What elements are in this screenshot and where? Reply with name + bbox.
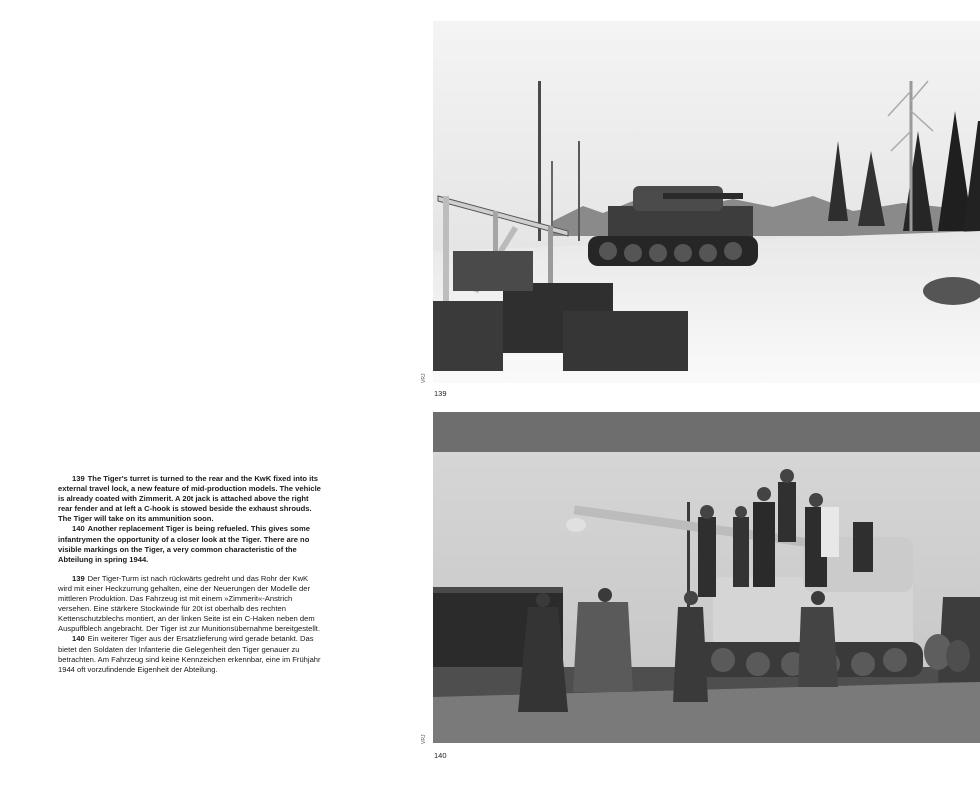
caption-text: Der Tiger-Turm ist nach rückwärts gedreht und das Rohr der KwK wird mit einer Heckzurrung gehalten, eine der Neuerungen der Modelle der mittleren Produktion. Das Fahrzeug ist mit einem »Zimmerit«-Anstrich versehen. Eine stärkere Stockwinde für 20t ist oberhalb des rechten Kettenschutzblechs montiert, an der linken Seite ist ein C-Haken neben dem Auspuffblech angebracht. Der Tiger ist zur Munitionsübernahme bereitgestellt. — [58, 573, 320, 634]
photo-140-image — [433, 412, 980, 743]
caption-text: Ein weiterer Tiger aus der Ersatzlieferung wird gerade betankt. Das bietet den Soldaten der Infanterie die Gelegenheit den Tiger genauer zu betrachten. Am Fahrzeug sind keine Kennzeichen erkennbar, eine im Frühjahr 1944 oft vorzufindende Eigenheit der Abteilung. — [58, 634, 321, 674]
caption-number: 140 — [72, 634, 85, 644]
caption-number: 139 — [72, 474, 85, 483]
german-captions — [58, 574, 324, 675]
photo-number: 140 — [434, 751, 447, 760]
photo-credit: VRJ — [421, 373, 427, 383]
caption-139-en — [58, 474, 324, 524]
photo-number: 139 — [434, 389, 447, 398]
english-captions — [58, 474, 324, 565]
caption-number: 139 — [72, 573, 85, 583]
caption-text: The Tiger's turret is turned to the rear and the KwK fixed into its external travel lock, a new feature of mid-production models. The vehicle is already coated with Zimmerit. A 20t jack is attached above the right rear fender and at left a C-hook is stowed beside the exhaust shrouds. The Tiger will take on its ammunition soon. — [58, 474, 321, 524]
caption-number: 140 — [72, 524, 85, 534]
caption-140-de — [58, 634, 324, 674]
caption-139-de — [58, 574, 324, 635]
caption-column — [58, 474, 324, 675]
photo-credit: VRJ — [421, 734, 427, 744]
photo-140-tiger-refuel — [433, 412, 980, 743]
caption-text: Another replacement Tiger is being refueled. This gives some infantrymen the opportunity of a closer look at the Tiger. There are no visible markings on the Tiger, a very common characteristic of the Abteilung in spring 1944. — [58, 524, 310, 564]
photo-139-tiger-in-snow — [433, 21, 980, 383]
caption-140-en — [58, 524, 324, 564]
photo-139-image — [433, 21, 980, 383]
